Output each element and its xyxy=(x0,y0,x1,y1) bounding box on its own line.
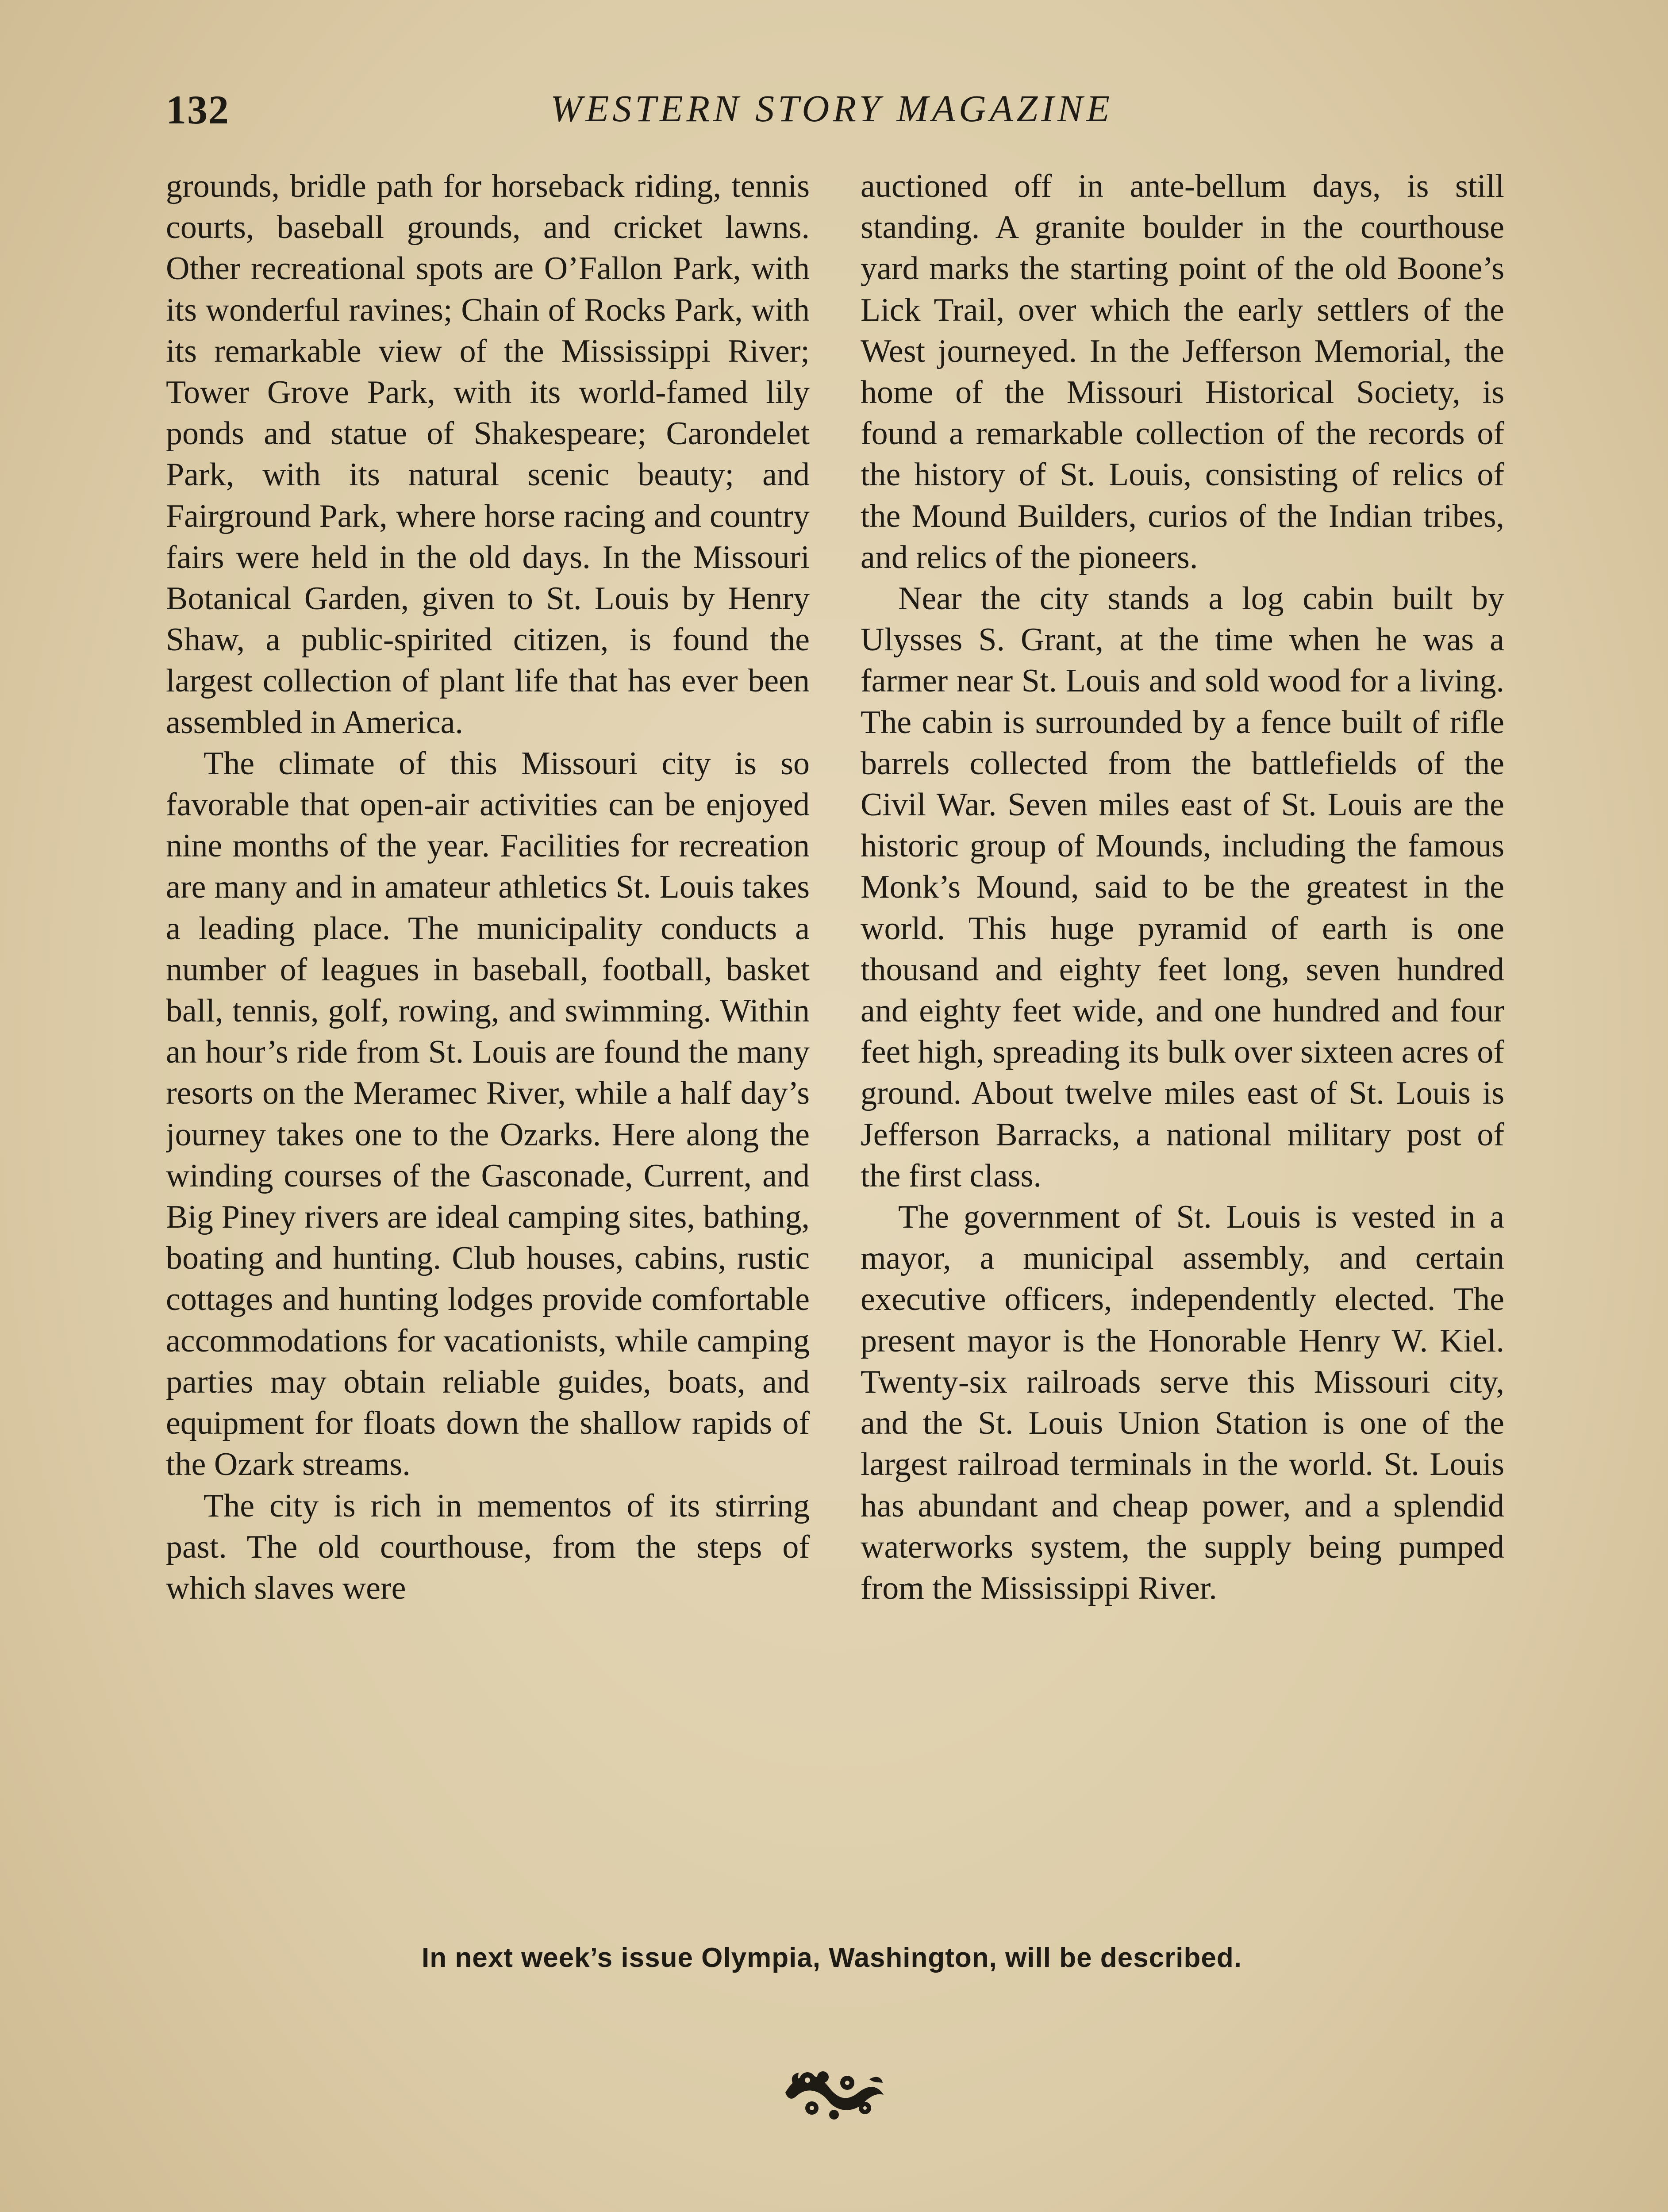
next-issue-notice: In next week’s issue Olympia, Washington, will be described. xyxy=(422,1943,1242,1973)
paragraph: The government of St. Louis is vested in a mayor, a municipal assembly, and certain executive officers, independently elected. The present mayor is the Honorable Henry W. Kiel. Twenty-six railroads serve this Missouri city, and the St. Louis Union Station is one of the largest railroad terminals in the world. St. Louis has abundant and cheap power, and a splendid waterworks system, the supply being pumped from the Mississippi River. xyxy=(861,1199,1504,1606)
paragraph: Near the city stands a log cabin built by Ulysses S. Grant, at the time when he was a farmer near St. Louis and sold wood for a living. The cabin is surrounded by a fence built of rifle barrels collected from the battlefields of the Civil War. Seven miles east of St. Louis are the historic group of Mounds, including the famous Monk’s Mound, said to be the greatest in the world. This huge pyramid of earth is one thousand and eighty feet long, seven hundred and eighty feet wide, and one hundred and four feet high, spreading its bulk over sixteen acres of ground. About twelve miles east of St. Louis is Jefferson Barracks, a national military post of the first class. xyxy=(861,580,1504,1194)
paragraph: The climate of this Missouri city is so favorable that open-air activities can be enjoyed nine months of the year. Facilities for recreation are many and in amateur athletics St. Louis takes a leading place. The municipality conducts a number of leagues in baseball, football, basket ball, tennis, golf, rowing, and swimming. Within an hour’s ride from St. Louis are found the many resorts on the Meramec River, while a half day’s journey takes one to the Ozarks. Here along the winding courses of the Gasconade, Current, and Big Piney rivers are ideal camping sites, bathing, boating and hunting. Club houses, cabins, rustic cottages and hunting lodges provide comfortable accommodations for vacationists, while camping parties may obtain reliable guides, boats, and equipment for floats down the shallow rapids of the Ozark streams. xyxy=(166,745,810,1483)
floral-vine-ornament-icon xyxy=(781,2062,887,2124)
paragraph: auctioned off in ante-bellum days, is still standing. A granite boulder in the courthouse yard marks the starting point of the old Boone’s Lick Trail, over which the early settlers of the West journeyed. In the Jefferson Memorial, the home of the Missouri Historical Society, is found a remarkable collection of the records of the history of St. Louis, consisting of relics of the Mound Builders, curios of the Indian tribes, and relics of the pioneers. xyxy=(861,168,1504,576)
running-title: WESTERN STORY MAGAZINE xyxy=(550,87,1113,130)
article-column-left xyxy=(166,166,810,1931)
page-number: 132 xyxy=(166,87,230,132)
paragraph: The city is rich in mementos of its stirring past. The old courthouse, from the steps of which slaves were xyxy=(166,1487,810,1606)
paragraph: grounds, bridle path for horseback riding, tennis courts, baseball grounds, and cricket lawns. Other recreational spots are O’Fallon Park, with its wonderful ravines; Chain of Rocks Park, with its remarkable view of the Mississippi River; Tower Grove Park, with its world-famed lily ponds and statue of Shakespeare; Carondelet Park, with its natural scenic beauty; and Fairground Park, where horse racing and country fairs were held in the old days. In the Missouri Botanical Garden, given to St. Louis by Henry Shaw, a public-spirited citizen, is found the largest collection of plant life that has ever been assembled in America. xyxy=(166,168,810,741)
page-header xyxy=(166,86,1498,144)
article-column-right xyxy=(861,166,1504,1931)
